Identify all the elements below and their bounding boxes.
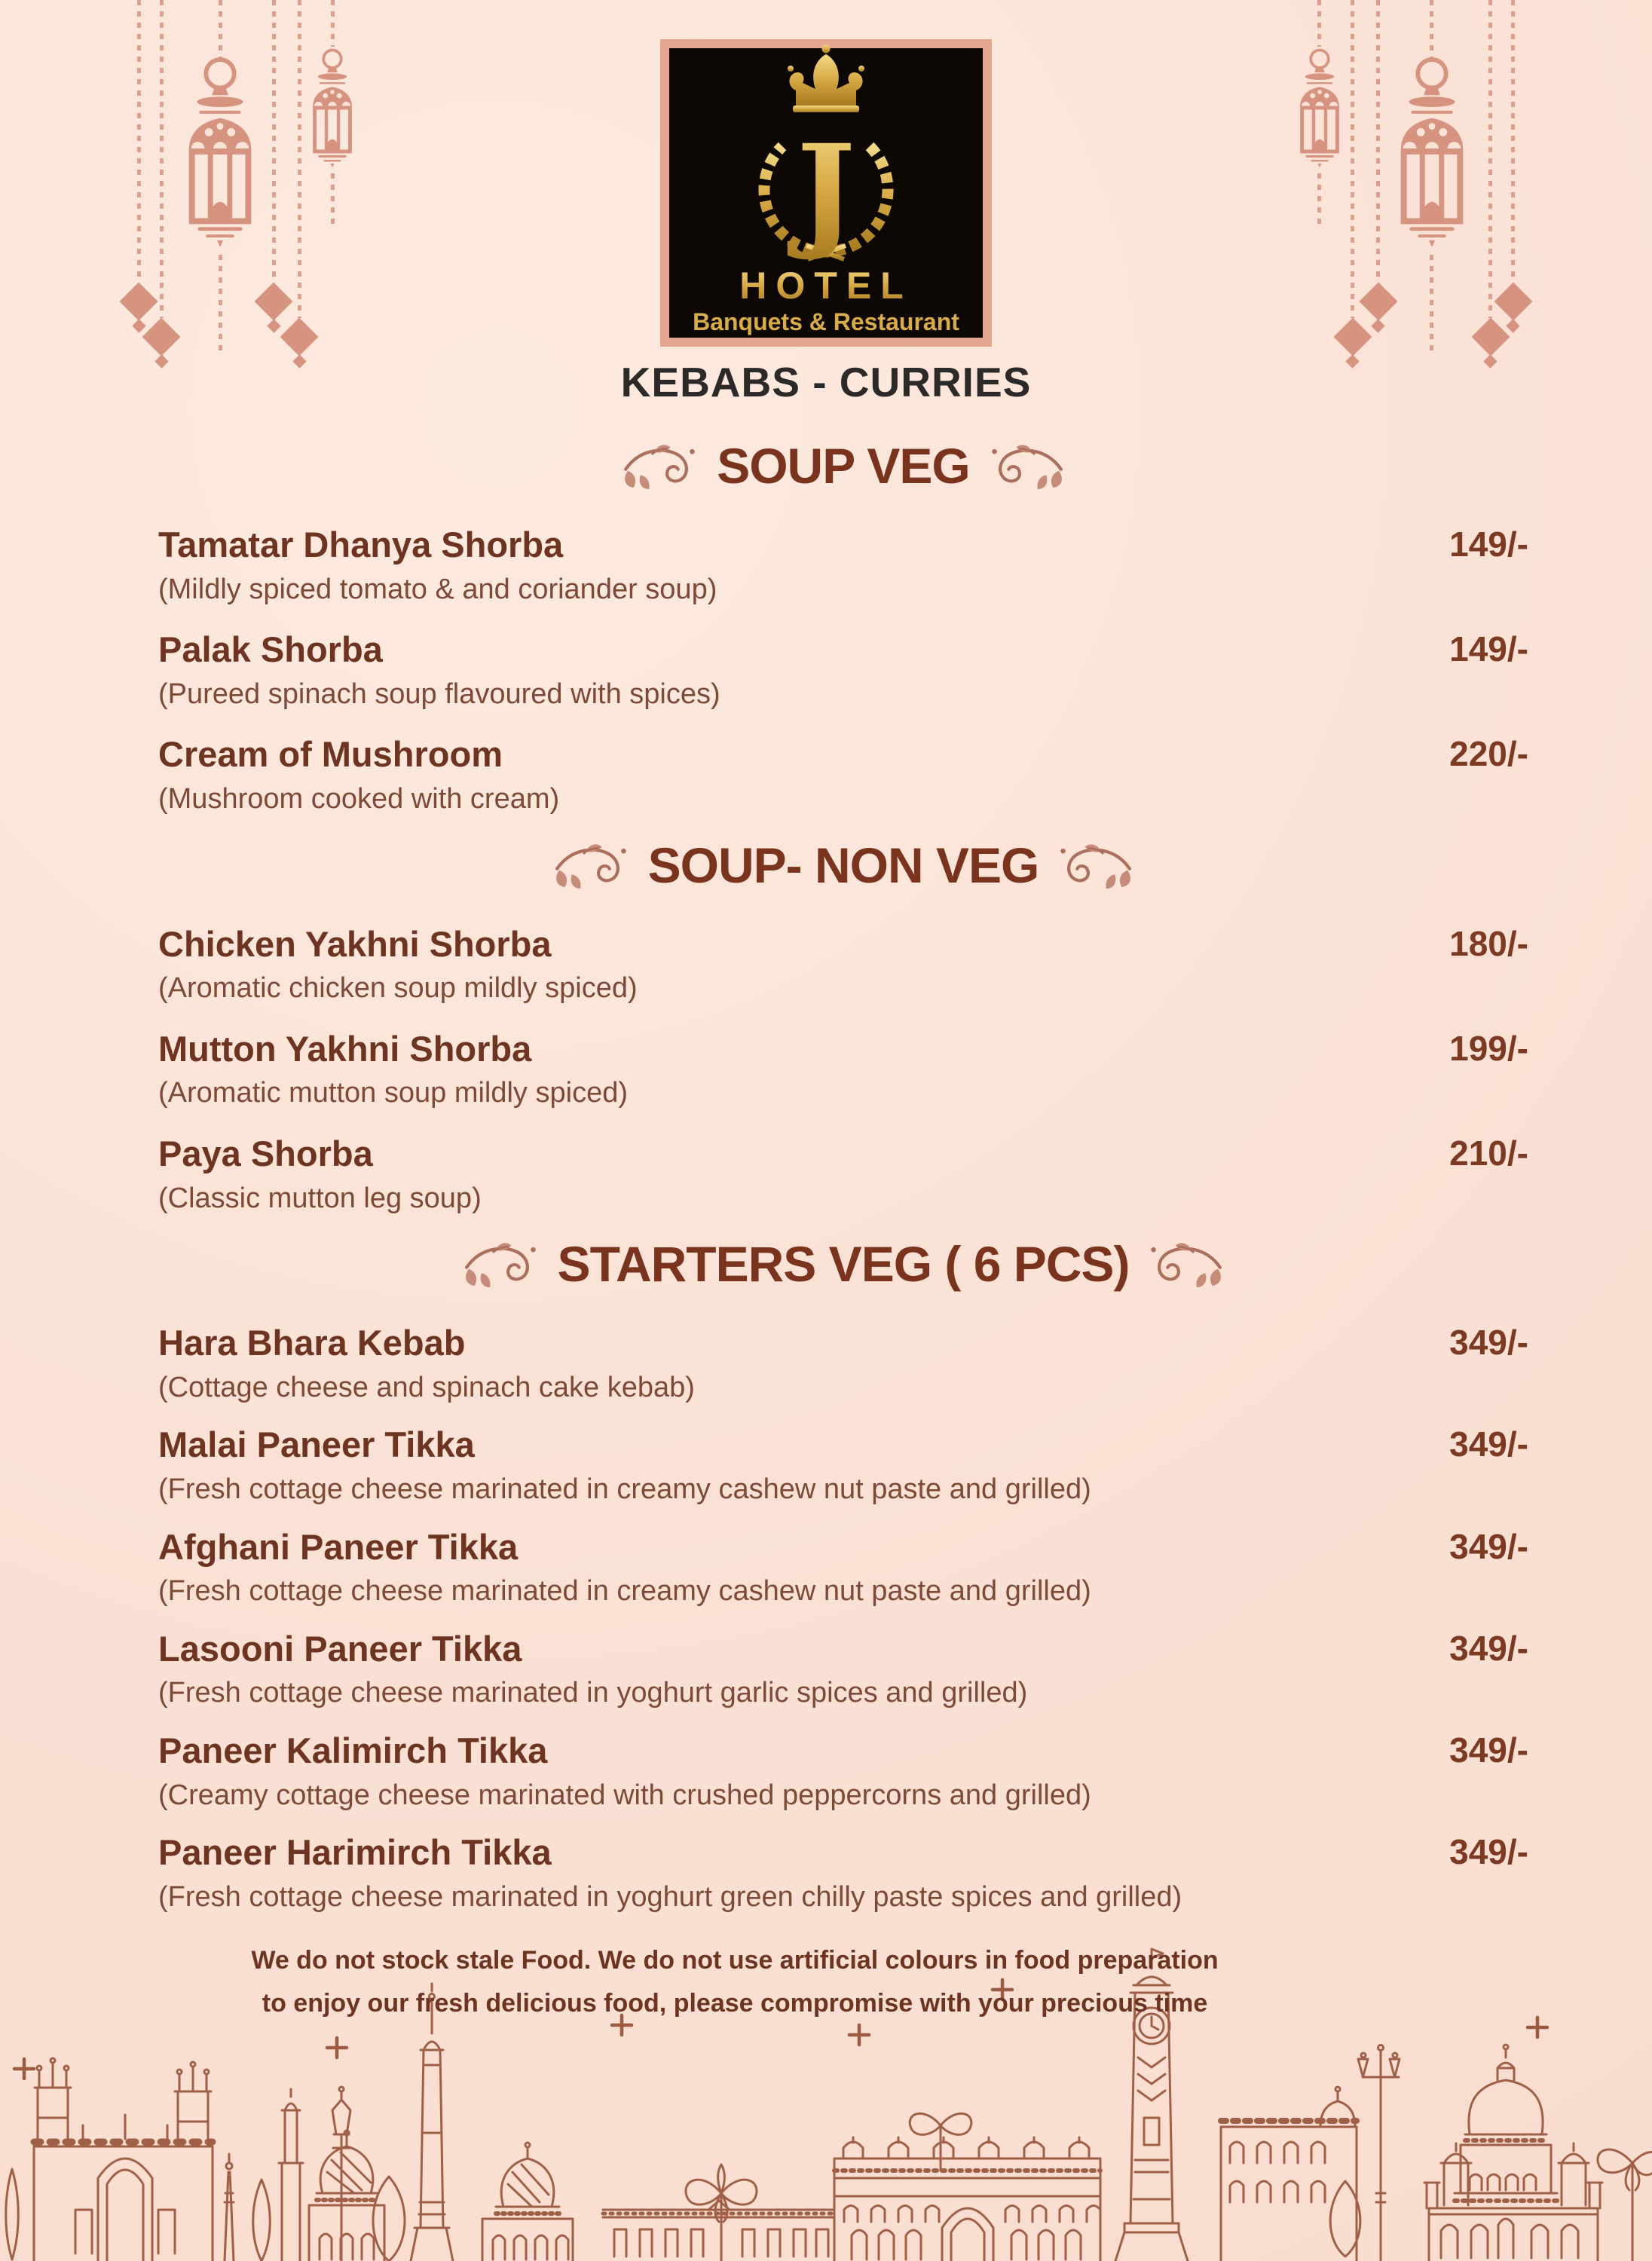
item-description: (Aromatic mutton soup mildly spiced) bbox=[158, 1077, 628, 1109]
item-name: Hara Bhara Kebab bbox=[158, 1323, 466, 1363]
note-line-2: to enjoy our fresh delicious food, please compromise with your precious time bbox=[262, 1989, 1208, 2018]
flourish-icon bbox=[464, 1241, 543, 1287]
hanging-chain bbox=[298, 0, 301, 318]
item-description: (Mushroom cooked with cream) bbox=[158, 783, 560, 815]
hanging-chain bbox=[219, 255, 222, 354]
page-title: KEBABS - CURRIES bbox=[620, 359, 1032, 405]
item-name: Malai Paneer Tikka bbox=[158, 1424, 475, 1465]
menu-item bbox=[158, 1629, 1528, 1712]
item-description: (Creamy cottage cheese marinated with crushed peppercorns and grilled) bbox=[158, 1779, 1091, 1811]
section-soup-non-veg bbox=[158, 837, 1528, 1217]
menu-item bbox=[158, 1134, 1528, 1216]
hanging-chain bbox=[1511, 0, 1515, 283]
diamond-ornament bbox=[280, 318, 319, 356]
hanging-chain bbox=[1317, 173, 1321, 228]
flourish-icon bbox=[623, 442, 702, 489]
flourish-icon bbox=[985, 442, 1063, 489]
item-description: (Fresh cottage cheese marinated in creamy cashew nut paste and grilled) bbox=[158, 1575, 1091, 1608]
item-price: 149/- bbox=[1449, 629, 1528, 669]
item-price: 349/- bbox=[1449, 1730, 1528, 1770]
logo-initial: J bbox=[796, 117, 856, 263]
item-price: 349/- bbox=[1449, 1526, 1528, 1566]
section-title: STARTERS VEG ( 6 PCS) bbox=[557, 1236, 1130, 1293]
item-price: 210/- bbox=[1449, 1133, 1528, 1173]
note-line-1: We do not stock stale Food. We do not use artificial colours in food preparation bbox=[251, 1946, 1219, 1975]
hanging-chain bbox=[219, 0, 222, 59]
diamond-ornament bbox=[1472, 318, 1510, 356]
section-header bbox=[158, 837, 1528, 893]
flourish-icon bbox=[1144, 1241, 1222, 1287]
section-title: SOUP- NON VEG bbox=[647, 837, 1039, 893]
item-price: 149/- bbox=[1449, 525, 1528, 564]
hanging-chain bbox=[1351, 0, 1354, 318]
item-name: Mutton Yakhni Shorba bbox=[158, 1028, 532, 1069]
diamond-ornament bbox=[1334, 318, 1372, 356]
item-name: Paya Shorba bbox=[158, 1133, 373, 1173]
diamond-ornament bbox=[120, 283, 158, 321]
lantern-icon bbox=[304, 47, 360, 169]
item-price: 199/- bbox=[1449, 1028, 1528, 1068]
lantern-icon bbox=[176, 54, 265, 249]
hotel-logo bbox=[660, 39, 992, 347]
item-price: 349/- bbox=[1449, 1832, 1528, 1872]
menu-item bbox=[158, 735, 1528, 817]
flourish-icon bbox=[555, 842, 633, 889]
item-description: (Aromatic chicken soup mildly spiced) bbox=[158, 972, 638, 1005]
lantern-decoration-left bbox=[117, 0, 358, 399]
item-price: 349/- bbox=[1449, 1424, 1528, 1464]
hanging-chain bbox=[272, 0, 276, 283]
lantern-decoration-right bbox=[1294, 0, 1535, 399]
item-description: (Fresh cottage cheese marinated in creamy cashew nut paste and grilled) bbox=[158, 1473, 1091, 1505]
item-name: Paneer Kalimirch Tikka bbox=[158, 1730, 548, 1770]
section-header bbox=[158, 438, 1528, 494]
diamond-ornament bbox=[255, 283, 293, 321]
item-description: (Fresh cottage cheese marinated in yoghurt garlic spices and grilled) bbox=[158, 1677, 1028, 1709]
diamond-ornament bbox=[1506, 319, 1519, 332]
hanging-chain bbox=[1376, 0, 1380, 283]
item-name: Afghani Paneer Tikka bbox=[158, 1526, 519, 1567]
section-title: SOUP VEG bbox=[717, 438, 970, 494]
hanging-chain bbox=[1488, 0, 1492, 318]
hanging-chain bbox=[137, 0, 141, 283]
item-price: 349/- bbox=[1449, 1323, 1528, 1363]
lantern-icon bbox=[1292, 47, 1348, 169]
hanging-chain bbox=[331, 0, 335, 47]
hanging-chain bbox=[1430, 0, 1433, 59]
menu-content bbox=[0, 438, 1652, 2025]
diamond-ornament bbox=[267, 319, 280, 332]
item-price: 180/- bbox=[1449, 923, 1528, 963]
menu-item bbox=[158, 1323, 1528, 1406]
diamond-ornament bbox=[1360, 283, 1398, 321]
diamond-ornament bbox=[1371, 319, 1384, 332]
item-description: (Pureed spinach soup flavoured with spices) bbox=[158, 678, 720, 710]
hanging-chain bbox=[1430, 255, 1433, 354]
section-soup-veg bbox=[158, 438, 1528, 818]
item-description: (Classic mutton leg soup) bbox=[158, 1182, 482, 1214]
hanging-chain bbox=[331, 173, 335, 228]
item-name: Lasooni Paneer Tikka bbox=[158, 1628, 522, 1669]
menu-item bbox=[158, 630, 1528, 712]
logo-tagline: Banquets & Restaurant bbox=[693, 308, 959, 335]
flourish-icon bbox=[1054, 842, 1132, 889]
menu-item bbox=[158, 525, 1528, 607]
item-name: Chicken Yakhni Shorba bbox=[158, 923, 552, 964]
diamond-ornament bbox=[142, 318, 181, 356]
item-name: Paneer Harimirch Tikka bbox=[158, 1832, 552, 1873]
item-name: Palak Shorba bbox=[158, 629, 383, 670]
freshness-note bbox=[158, 1939, 1311, 2025]
item-name: Cream of Mushroom bbox=[158, 734, 503, 775]
menu-item bbox=[158, 925, 1528, 1007]
section-header bbox=[158, 1236, 1528, 1293]
menu-item bbox=[158, 1528, 1528, 1610]
item-description: (Fresh cottage cheese marinated in yoghurt green chilly paste spices and grilled) bbox=[158, 1880, 1182, 1913]
lantern-icon bbox=[1387, 54, 1476, 249]
diamond-ornament bbox=[1494, 283, 1533, 321]
diamond-ornament bbox=[132, 319, 145, 332]
item-description: (Mildly spiced tomato & and coriander soup) bbox=[158, 573, 717, 605]
menu-item bbox=[158, 1030, 1528, 1112]
item-price: 220/- bbox=[1449, 734, 1528, 774]
item-price: 349/- bbox=[1449, 1628, 1528, 1668]
menu-item bbox=[158, 1731, 1528, 1813]
menu-item bbox=[158, 1833, 1528, 1915]
hanging-chain bbox=[1317, 0, 1321, 47]
item-name: Tamatar Dhanya Shorba bbox=[158, 525, 564, 564]
section-starters-veg bbox=[158, 1236, 1528, 1915]
menu-item bbox=[158, 1425, 1528, 1507]
hanging-chain bbox=[160, 0, 164, 318]
logo-hotel-text: HOTEL bbox=[739, 265, 913, 307]
item-description: (Cottage cheese and spinach cake kebab) bbox=[158, 1371, 695, 1403]
